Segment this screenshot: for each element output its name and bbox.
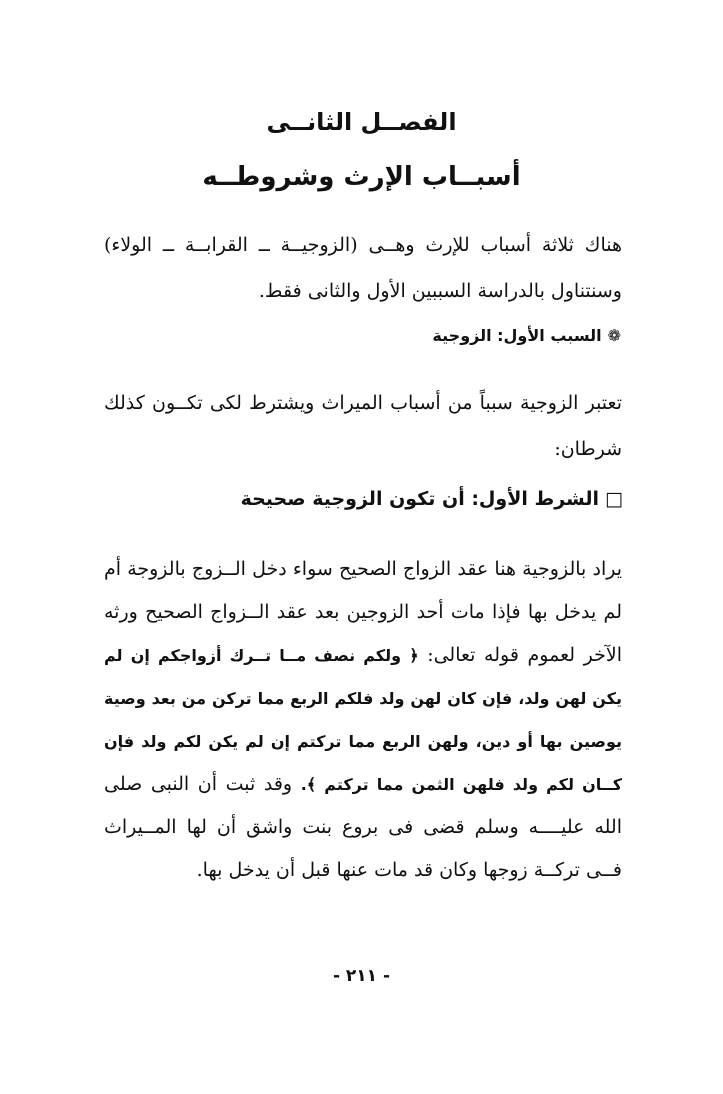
condition-heading (241, 488, 623, 510)
section-heading-text: السبب الأول: الزوجية (432, 326, 602, 345)
paragraph-text-before: يراد بالزوجية هنا عقد الزواج الصحيح سواء دخل الــزوج بالزوجة أم لم يدخل بها فإذا مات أحد الزوجين بعد عقد الــزواج الصحيح ورثه الآخر لعموم قوله تعالى: (104, 558, 623, 666)
intro-paragraph: هناك ثلاثة أسباب للإرث وهــى (الزوجيــة ــ القرابــة ــ الولاء) وسنتناول بالدراسة السببين الأول والثانى فقط. (104, 234, 622, 302)
condition-paragraph (104, 548, 622, 892)
flower-bullet-icon: ❁ (607, 326, 621, 345)
quran-verse: ﴿ ولكم نصف مــا تــرك أزواجكم إن لم يكن لهن ولد، فإن كان لهن ولد فلكم الربع مما تركن من بعد وصية يوصين بها أو دين، ولهن الربع مما تركتم إن لم يكن لكم ولد فإن كــان لكم ولد فلهن الثمن مما تركتم ﴾. (104, 646, 623, 794)
chapter-title: الفصــل الثانــى (266, 108, 457, 136)
section-paragraph: تعتبر الزوجية سبباً من أسباب الميراث ويشترط لكى تكــون كذلك شرطان: (104, 392, 622, 460)
condition-heading-text: الشرط الأول: أن تكون الزوجية صحيحة (240, 488, 600, 510)
page-number: - ٢١١ - (332, 966, 391, 986)
paragraph-text-after: وقد ثبت أن النبى صلى الله عليــــه وسلم قضى فى بروع بنت واشق أن لها المــيراث فــى تركــة زوجها وكان قد مات عنها قبل أن يدخل بها. (104, 773, 622, 881)
chapter-subtitle: أسبــاب الإرث وشروطــه (202, 162, 521, 192)
section-heading (432, 326, 621, 345)
square-bullet-icon: □ (605, 488, 623, 510)
